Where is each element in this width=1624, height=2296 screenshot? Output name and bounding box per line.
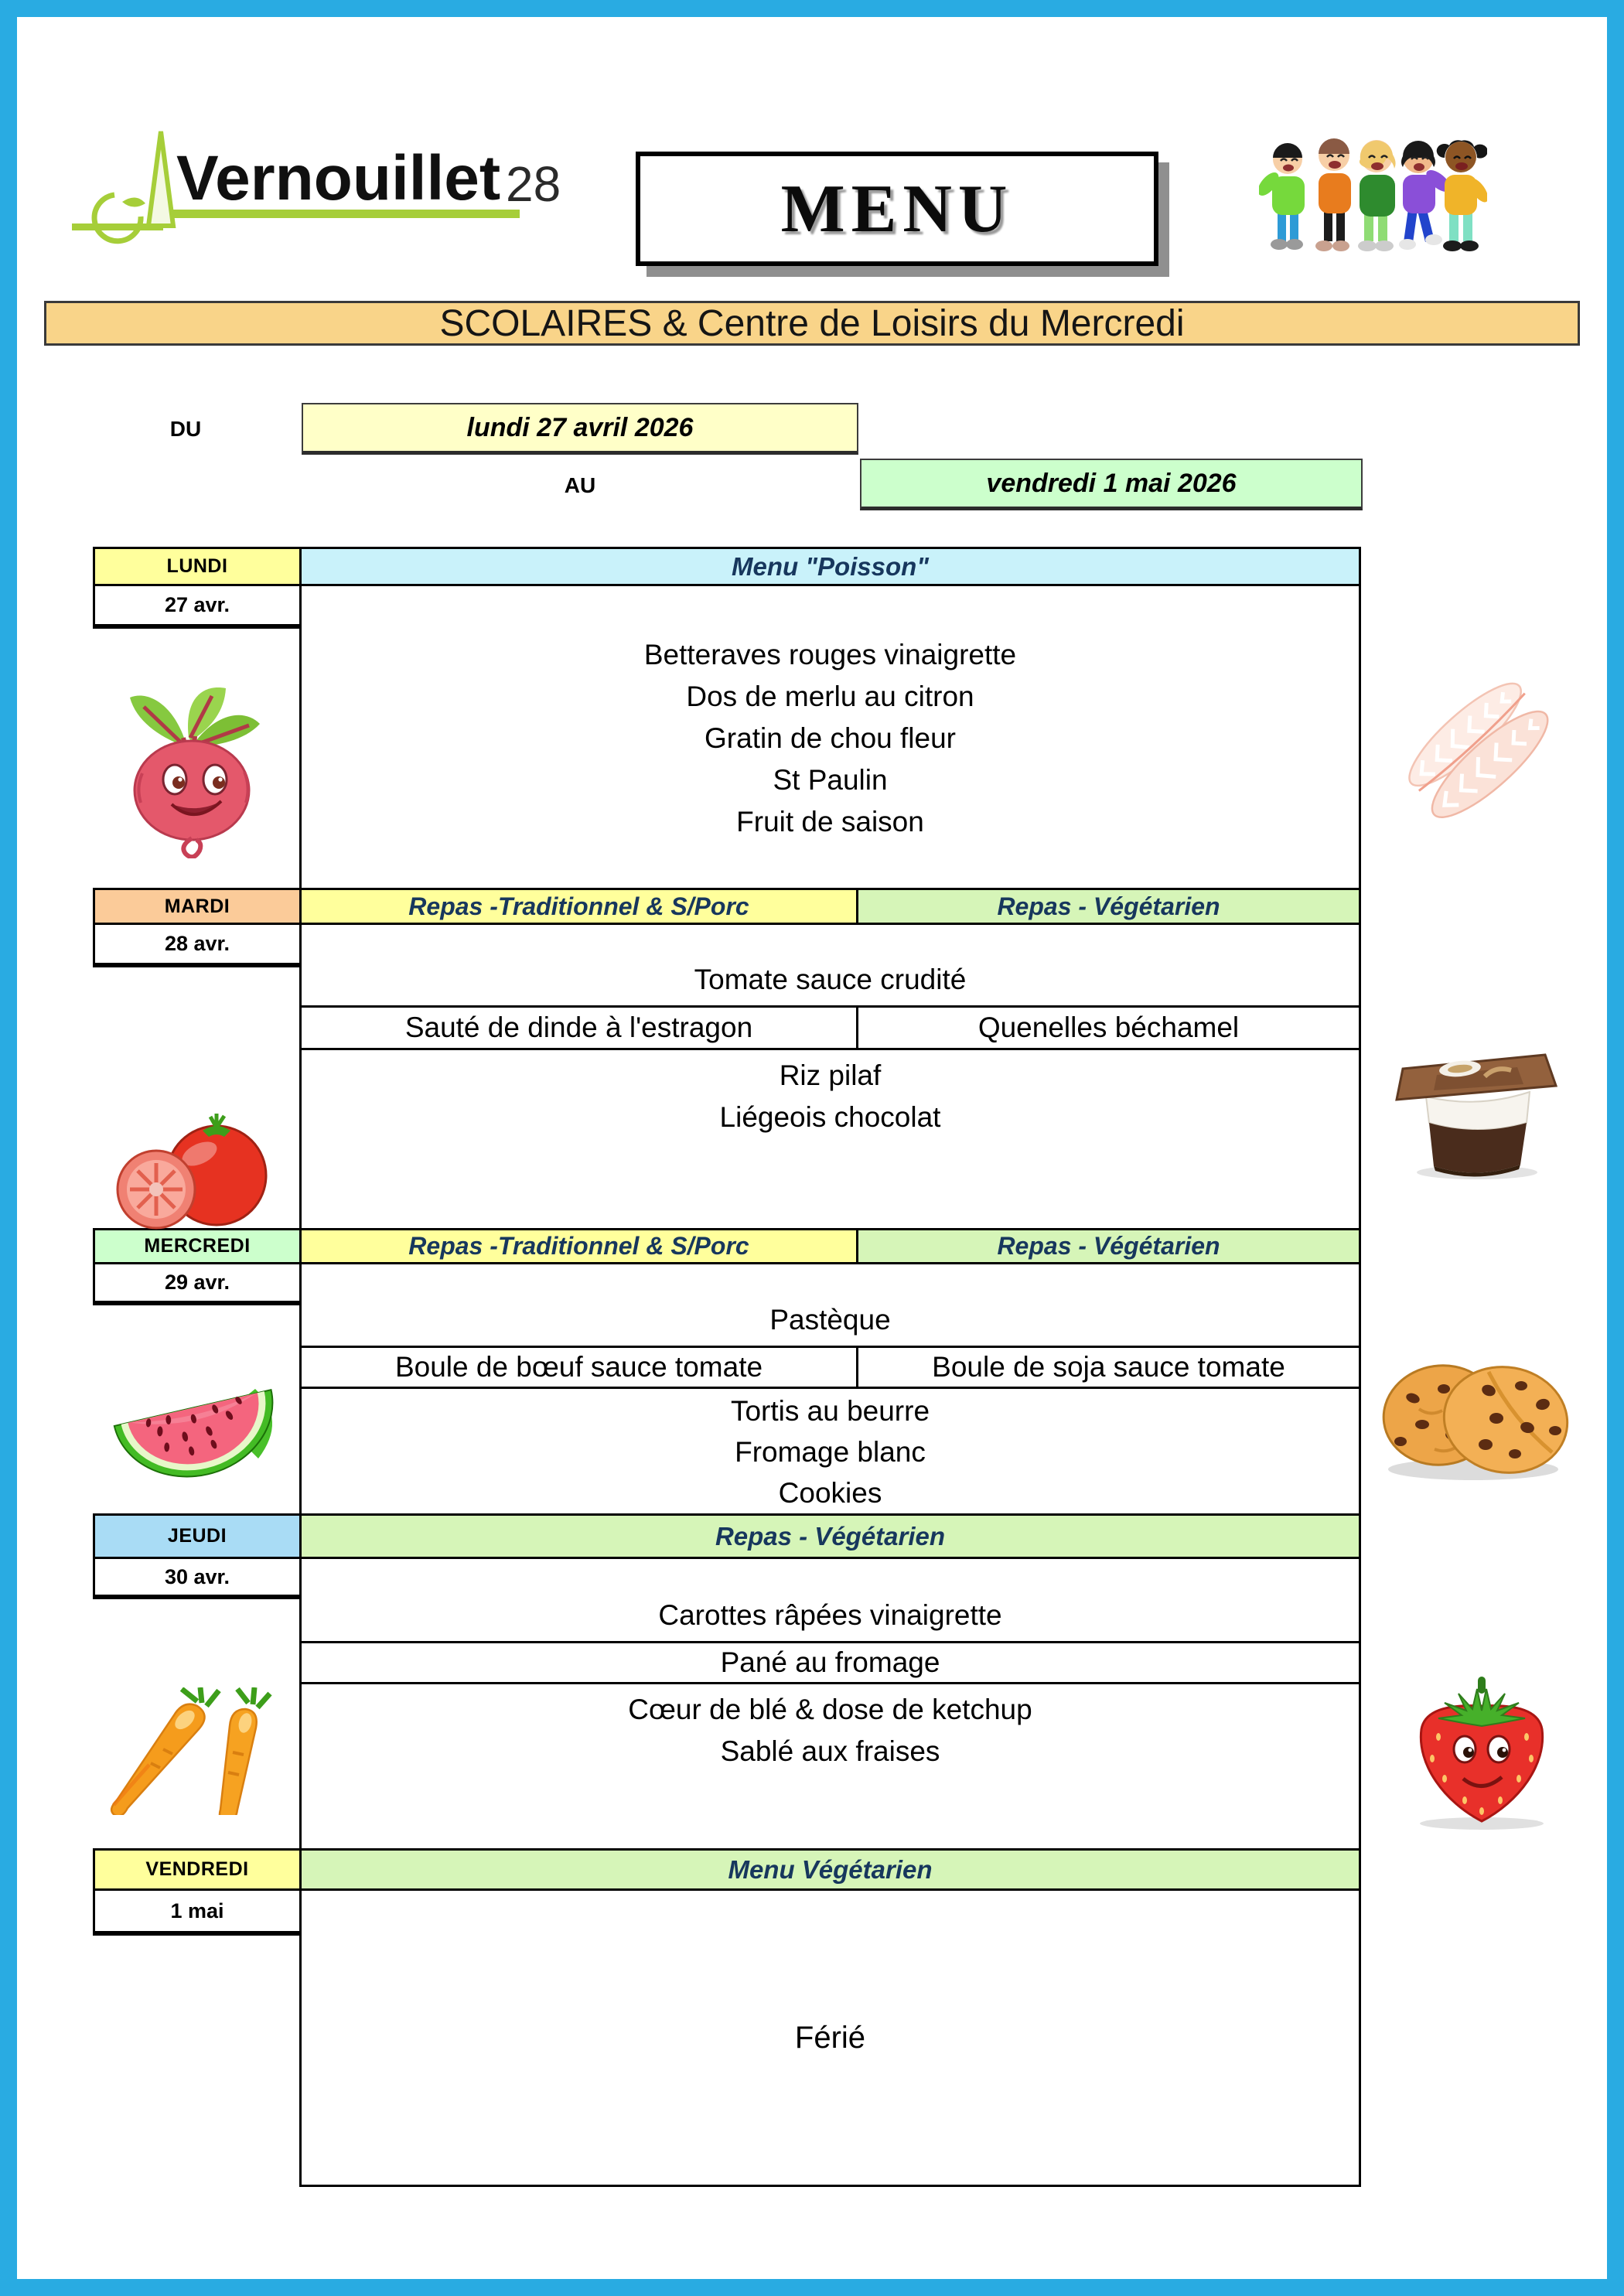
menu-item: St Paulin xyxy=(773,764,888,796)
shared-cell-mardi xyxy=(299,1048,1361,1230)
children-icon xyxy=(1259,130,1487,261)
beet-icon xyxy=(108,681,278,858)
menu-item: Fromage blanc xyxy=(735,1436,926,1468)
main-cell-mardi-trad: Sauté de dinde à l'estragon xyxy=(299,1005,858,1050)
date-jeudi: 30 avr. xyxy=(93,1557,302,1599)
day-label-jeudi: JEUDI xyxy=(93,1513,302,1559)
menu-title-box xyxy=(636,152,1158,266)
watermelon-icon xyxy=(102,1347,288,1479)
carrots-icon xyxy=(104,1687,282,1815)
menu-header-mardi-trad: Repas -Traditionnel & S/Porc xyxy=(299,888,858,925)
date-lundi: 27 avr. xyxy=(93,584,302,629)
day-label-mercredi: MERCREDI xyxy=(93,1228,302,1264)
menu-item: Betteraves rouges vinaigrette xyxy=(643,639,1017,670)
fish-fillets-icon xyxy=(1388,667,1566,833)
period-end-box: vendredi 1 mai 2026 xyxy=(860,459,1363,510)
menu-item: Sablé aux fraises xyxy=(720,1735,940,1767)
menu-item: Tortis au beurre xyxy=(730,1395,930,1428)
menu-item: Fruit de saison xyxy=(736,806,924,838)
starter-cell-mardi: Tomate sauce crudité xyxy=(299,923,1361,1008)
main-cell-mercredi-veg: Boule de soja sauce tomate xyxy=(856,1346,1361,1389)
starter-cell-jeudi: Carottes râpées vinaigrette xyxy=(299,1557,1361,1643)
menu-item: Dos de merlu au citron xyxy=(686,681,974,712)
day-label-mardi: MARDI xyxy=(93,888,302,925)
cookies-icon xyxy=(1373,1344,1578,1487)
logo-dept: 28 xyxy=(506,156,561,212)
menu-item: Cœur de blé & dose de ketchup xyxy=(628,1694,1032,1725)
menu-header-vendredi: Menu Végétarien xyxy=(299,1848,1361,1891)
menu-header-mercredi-trad: Repas -Traditionnel & S/Porc xyxy=(299,1228,858,1264)
menu-header-jeudi: Repas - Végétarien xyxy=(299,1513,1361,1559)
main-cell-jeudi: Pané au fromage xyxy=(299,1641,1361,1684)
day-label-vendredi: VENDREDI xyxy=(93,1848,302,1891)
day-label-lundi: LUNDI xyxy=(93,547,302,586)
menu-item: Liégeois chocolat xyxy=(719,1101,941,1133)
shared-cell-mercredi xyxy=(299,1387,1361,1516)
main-cell-mardi-veg: Quenelles béchamel xyxy=(856,1005,1361,1050)
du-label: DU xyxy=(169,417,202,441)
menu-header-lundi: Menu "Poisson" xyxy=(299,547,1361,586)
shared-cell-jeudi xyxy=(299,1682,1361,1851)
holiday-cell-vendredi: Férié xyxy=(299,1888,1361,2187)
menu-item: Cookies xyxy=(778,1476,882,1509)
strawberry-icon xyxy=(1390,1663,1572,1833)
tomato-icon xyxy=(108,1104,278,1236)
au-label: AU xyxy=(564,473,596,497)
main-cell-mercredi-trad: Boule de bœuf sauce tomate xyxy=(299,1346,858,1389)
menu-item: Riz pilaf xyxy=(779,1059,882,1091)
menu-header-mardi-veg: Repas - Végétarien xyxy=(856,888,1361,925)
date-vendredi: 1 mai xyxy=(93,1888,302,1936)
menu-cell-lundi xyxy=(299,584,1361,890)
date-mercredi: 29 avr. xyxy=(93,1262,302,1305)
banner-title: SCOLAIRES & Centre de Loisirs du Mercredi xyxy=(44,301,1580,346)
date-mardi: 28 avr. xyxy=(93,923,302,967)
chocolate-cup-icon xyxy=(1392,1022,1562,1181)
menu-header-mercredi-veg: Repas - Végétarien xyxy=(856,1228,1361,1264)
vernouillet-logo xyxy=(68,121,571,268)
menu-item: Gratin de chou fleur xyxy=(705,722,956,754)
page-title: MENU xyxy=(780,171,1014,247)
period-start-box: lundi 27 avril 2026 xyxy=(302,403,858,455)
starter-cell-mercredi: Pastèque xyxy=(299,1262,1361,1348)
logo-text: Vernouillet xyxy=(176,143,501,213)
